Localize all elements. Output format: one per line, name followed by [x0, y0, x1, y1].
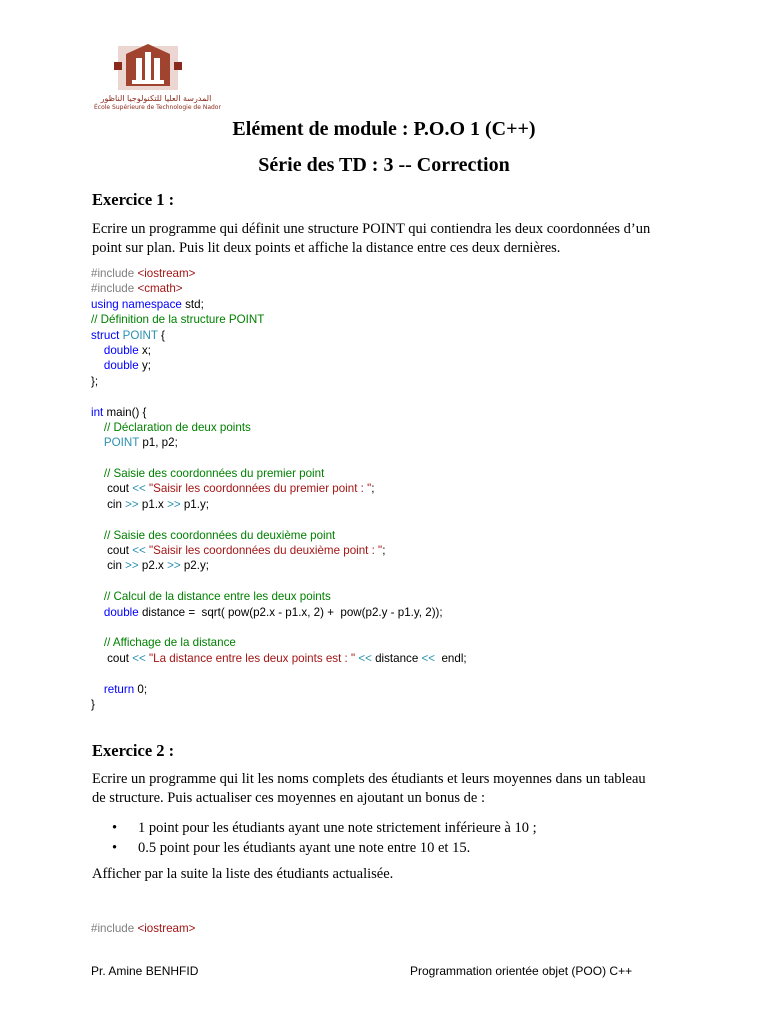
logo-text-french: École Supérieure de Technologie de Nador [94, 104, 221, 111]
code-token: p2.x [138, 559, 164, 573]
code-token: << [129, 482, 146, 496]
bullet-icon: • [112, 820, 118, 836]
code-line [91, 605, 467, 620]
code-token: cout [107, 651, 130, 665]
code-line [91, 528, 467, 543]
footer-author: Pr. Amine BENHFID [91, 964, 199, 978]
code-token: p1, p2; [139, 436, 178, 450]
code-token: << [355, 651, 372, 665]
exercise-1-heading: Exercice 1 : [92, 190, 175, 209]
code-line [91, 497, 467, 512]
code-comment: // Déclaration de deux points [103, 420, 251, 434]
code-token: double [103, 343, 139, 357]
code-line [91, 481, 467, 496]
code-token: <cmath> [137, 282, 183, 296]
code-token: #include [91, 922, 135, 935]
code-token: #include [91, 282, 135, 296]
code-token: <iostream> [137, 267, 196, 280]
code-comment: // Calcul de la distance entre les deux points [103, 590, 331, 604]
code-line [91, 635, 467, 650]
statement-line: Ecrire un programme qui lit les noms complets des étudiants et leurs moyennes dans un tableau [92, 771, 646, 787]
code-token: x; [138, 343, 151, 357]
code-line [91, 697, 467, 712]
statement-line: point sur plan. Puis lit deux points et affiche la distance entre ces deux dernières. [92, 240, 561, 256]
code-token: p1.y; [180, 497, 209, 511]
list-item-text: 1 point pour les étudiants ayant une note strictement inférieure à 10 ; [138, 820, 537, 836]
code-token: << [129, 544, 146, 558]
code-token: cout [107, 544, 130, 558]
code-line [91, 281, 467, 296]
logo-text-arabic: المدرسة العليا للتكنولوجيا الناظور [100, 94, 212, 103]
code-line [91, 343, 467, 358]
code-token: ; [371, 482, 375, 496]
code-token: cin [107, 497, 122, 511]
code-token: int [91, 405, 104, 419]
code-token: >> [121, 497, 139, 511]
footer-course: Programmation orientée objet (POO) C++ [410, 964, 633, 978]
code-token: >> [163, 497, 181, 511]
code-line [91, 543, 467, 558]
code-line [91, 921, 195, 936]
code-comment: // Définition de la structure POINT [91, 313, 265, 327]
code-comment: // Saisie des coordonnées du deuxième point [103, 528, 336, 542]
code-token: double [103, 359, 139, 373]
code-token: main() { [103, 405, 147, 419]
code-token: distance [371, 651, 419, 665]
code-token: POINT [103, 436, 140, 450]
code-line [91, 589, 467, 604]
series-title: Série des TD : 3 -- Correction [258, 154, 510, 176]
code-token: << [129, 651, 146, 665]
code-string: "La distance entre les deux points est : " [145, 651, 356, 665]
school-emblem-icon [112, 42, 184, 94]
code-comment: // Saisie des coordonnées du premier point [103, 467, 325, 481]
code-line [91, 435, 467, 450]
code-token: double [103, 605, 139, 619]
code-token: <iostream> [137, 922, 196, 935]
statement-line: de structure. Puis actualiser ces moyennes en ajoutant un bonus de : [92, 790, 486, 806]
list-item [112, 838, 537, 858]
code-token: >> [121, 559, 139, 573]
code-token: y; [138, 359, 151, 373]
exercise-2-statement [92, 770, 692, 808]
code-token: ; [382, 544, 386, 558]
exercise-2-heading: Exercice 2 : [92, 741, 175, 760]
code-block-exercise-1 [91, 266, 467, 712]
code-token: } [91, 697, 95, 711]
code-token: cout [107, 482, 130, 496]
module-title: Elément de module : P.O.O 1 (C++) [232, 118, 536, 140]
code-token: >> [163, 559, 181, 573]
code-token: struct [91, 328, 120, 342]
code-token: using namespace [91, 297, 182, 311]
code-line-blank [91, 451, 467, 466]
code-token: cin [107, 559, 122, 573]
code-token: POINT [119, 328, 158, 342]
code-line [91, 558, 467, 573]
code-line [91, 405, 467, 420]
code-token: distance = sqrt( pow(p2.x - p1.x, 2) + pow(p2.y - p1.y, 2)); [138, 605, 443, 619]
code-token: 0; [134, 682, 148, 696]
code-line [91, 651, 467, 666]
code-token: << [418, 651, 436, 665]
code-token: }; [91, 374, 99, 388]
code-block-exercise-2 [91, 921, 195, 936]
code-line [91, 312, 467, 327]
code-line [91, 297, 467, 312]
bonus-list [112, 818, 537, 858]
exercise-1-statement [92, 220, 692, 258]
code-line [91, 358, 467, 373]
code-line [91, 266, 467, 281]
code-string: "Saisir les coordonnées du deuxième point : " [145, 544, 383, 558]
code-token: { [157, 328, 165, 342]
code-line [91, 374, 467, 389]
code-string: "Saisir les coordonnées du premier point : " [145, 482, 372, 496]
code-token: return [103, 682, 135, 696]
code-token: p1.x [138, 497, 164, 511]
exercise-2-conclusion: Afficher par la suite la liste des étudiants actualisée. [92, 866, 394, 882]
code-token: #include [91, 267, 135, 280]
code-line-blank [91, 512, 467, 527]
code-line [91, 328, 467, 343]
list-item-text: 0.5 point pour les étudiants ayant une note entre 10 et 15. [138, 840, 471, 856]
code-line-blank [91, 574, 467, 589]
code-line [91, 466, 467, 481]
code-token: std; [181, 297, 204, 311]
code-line-blank [91, 666, 467, 681]
code-token: endl; [435, 651, 467, 665]
school-logo [94, 42, 221, 120]
statement-line: Ecrire un programme qui définit une structure POINT qui contiendra les deux coordonnées d’un [92, 221, 651, 237]
code-line-blank [91, 620, 467, 635]
code-line-blank [91, 389, 467, 404]
code-comment: // Affichage de la distance [103, 636, 236, 650]
code-line [91, 420, 467, 435]
code-token: p2.y; [180, 559, 209, 573]
list-item [112, 818, 537, 838]
code-line [91, 682, 467, 697]
bullet-icon: • [112, 840, 118, 856]
